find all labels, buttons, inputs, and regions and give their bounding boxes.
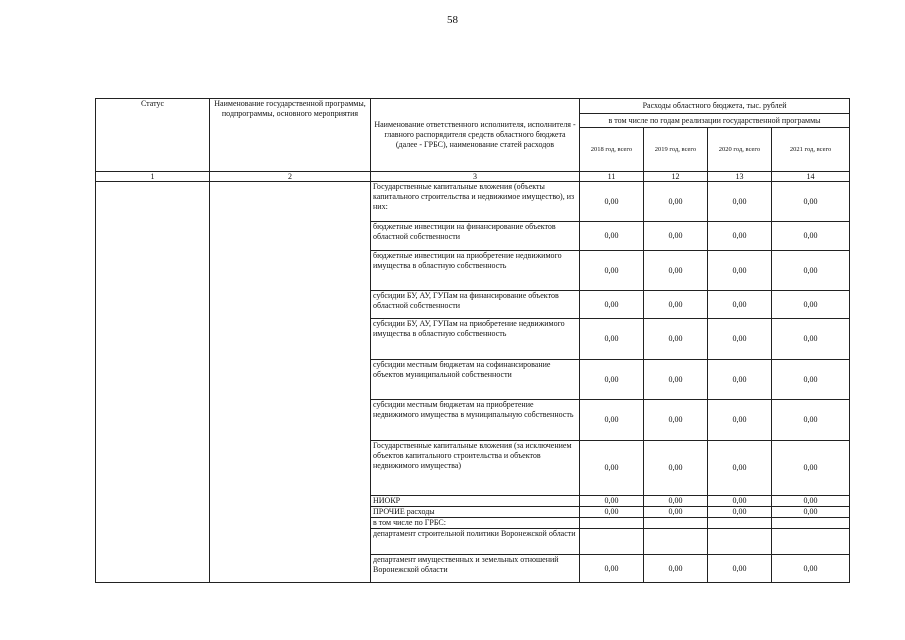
value-cell	[644, 518, 708, 529]
row-name: бюджетные инвестиции на финансирование объектов областной собственности	[371, 222, 580, 251]
value-cell: 0,00	[580, 400, 644, 441]
value-cell: 0,00	[772, 182, 850, 222]
value-cell: 0,00	[644, 222, 708, 251]
value-cell: 0,00	[772, 360, 850, 400]
value-cell: 0,00	[772, 291, 850, 319]
value-cell: 0,00	[580, 496, 644, 507]
value-cell: 0,00	[772, 507, 850, 518]
value-cell: 0,00	[580, 441, 644, 496]
value-cell: 0,00	[772, 400, 850, 441]
value-cell	[708, 518, 772, 529]
value-cell: 0,00	[772, 496, 850, 507]
column-number-row	[96, 172, 850, 182]
value-cell: 0,00	[644, 182, 708, 222]
row-name: в том числе по ГРБС:	[371, 518, 580, 529]
row-name: Государственные капитальные вложения (объекты капитального строительства и недвижимое имущество), из них:	[371, 182, 580, 222]
value-cell: 0,00	[708, 507, 772, 518]
value-cell: 0,00	[580, 360, 644, 400]
value-cell: 0,00	[708, 319, 772, 360]
budget-table	[95, 98, 850, 583]
value-cell	[708, 529, 772, 555]
value-cell: 0,00	[580, 319, 644, 360]
row-name: департамент строительной политики Воронежской области	[371, 529, 580, 555]
row-name: субсидии БУ, АУ, ГУПам на финансирование объектов областной собственности	[371, 291, 580, 319]
row-name: департамент имущественных и земельных отношений Воронежской области	[371, 555, 580, 583]
value-cell: 0,00	[580, 291, 644, 319]
value-cell: 0,00	[644, 251, 708, 291]
value-cell: 0,00	[644, 555, 708, 583]
value-cell	[580, 518, 644, 529]
program-cell	[210, 182, 371, 583]
value-cell: 0,00	[708, 441, 772, 496]
value-cell: 0,00	[580, 251, 644, 291]
value-cell: 0,00	[708, 496, 772, 507]
value-cell: 0,00	[644, 319, 708, 360]
value-cell: 0,00	[644, 507, 708, 518]
value-cell: 0,00	[708, 182, 772, 222]
value-cell	[772, 518, 850, 529]
value-cell: 0,00	[708, 222, 772, 251]
value-cell	[644, 529, 708, 555]
value-cell: 0,00	[580, 555, 644, 583]
row-name: субсидии местным бюджетам на софинансирование объектов муниципальной собственности	[371, 360, 580, 400]
header-year-2019: 2019 год, всего	[644, 128, 708, 172]
value-cell: 0,00	[708, 555, 772, 583]
header-year-2018: 2018 год, всего	[580, 128, 644, 172]
value-cell: 0,00	[772, 441, 850, 496]
header-program: Наименование государственной программы, подпрограммы, основного мероприятия	[210, 99, 371, 172]
value-cell: 0,00	[580, 182, 644, 222]
header-executor: Наименование ответственного исполнителя, исполнителя - главного распорядителя средств областного бюджета (далее - ГРБС), наименование статей расходов	[371, 99, 580, 172]
value-cell: 0,00	[708, 360, 772, 400]
row-name: ПРОЧИЕ расходы	[371, 507, 580, 518]
value-cell: 0,00	[772, 222, 850, 251]
value-cell: 0,00	[772, 555, 850, 583]
column-number: 14	[772, 172, 850, 182]
header-year-2020: 2020 год, всего	[708, 128, 772, 172]
page-number: 58	[447, 14, 458, 26]
value-cell: 0,00	[772, 319, 850, 360]
column-number: 12	[644, 172, 708, 182]
column-number: 3	[371, 172, 580, 182]
column-number: 1	[96, 172, 210, 182]
row-name: субсидии местным бюджетам на приобретение недвижимого имущества в муниципальную собственность	[371, 400, 580, 441]
column-number: 2	[210, 172, 371, 182]
row-name: Государственные капитальные вложения (за исключением объектов капитального строительства и объектов недвижимого имущества)	[371, 441, 580, 496]
value-cell: 0,00	[644, 496, 708, 507]
column-number: 13	[708, 172, 772, 182]
value-cell	[580, 529, 644, 555]
value-cell: 0,00	[580, 222, 644, 251]
value-cell: 0,00	[708, 291, 772, 319]
row-name: НИОКР	[371, 496, 580, 507]
row-name: бюджетные инвестиции на приобретение недвижимого имущества в областную собственность	[371, 251, 580, 291]
value-cell: 0,00	[708, 251, 772, 291]
header-status: Статус	[96, 99, 210, 172]
value-cell: 0,00	[644, 441, 708, 496]
value-cell: 0,00	[644, 360, 708, 400]
value-cell	[772, 529, 850, 555]
table-row	[96, 182, 850, 222]
row-name: субсидии БУ, АУ, ГУПам на приобретение недвижимого имущества в областную собственность	[371, 319, 580, 360]
value-cell: 0,00	[644, 291, 708, 319]
header-expenses: Расходы областного бюджета, тыс. рублей	[580, 99, 850, 114]
status-cell	[96, 182, 210, 583]
value-cell: 0,00	[772, 251, 850, 291]
header-year-2021: 2021 год, всего	[772, 128, 850, 172]
value-cell: 0,00	[708, 400, 772, 441]
value-cell: 0,00	[580, 507, 644, 518]
value-cell: 0,00	[644, 400, 708, 441]
header-by-years: в том числе по годам реализации государственной программы	[580, 114, 850, 128]
column-number: 11	[580, 172, 644, 182]
